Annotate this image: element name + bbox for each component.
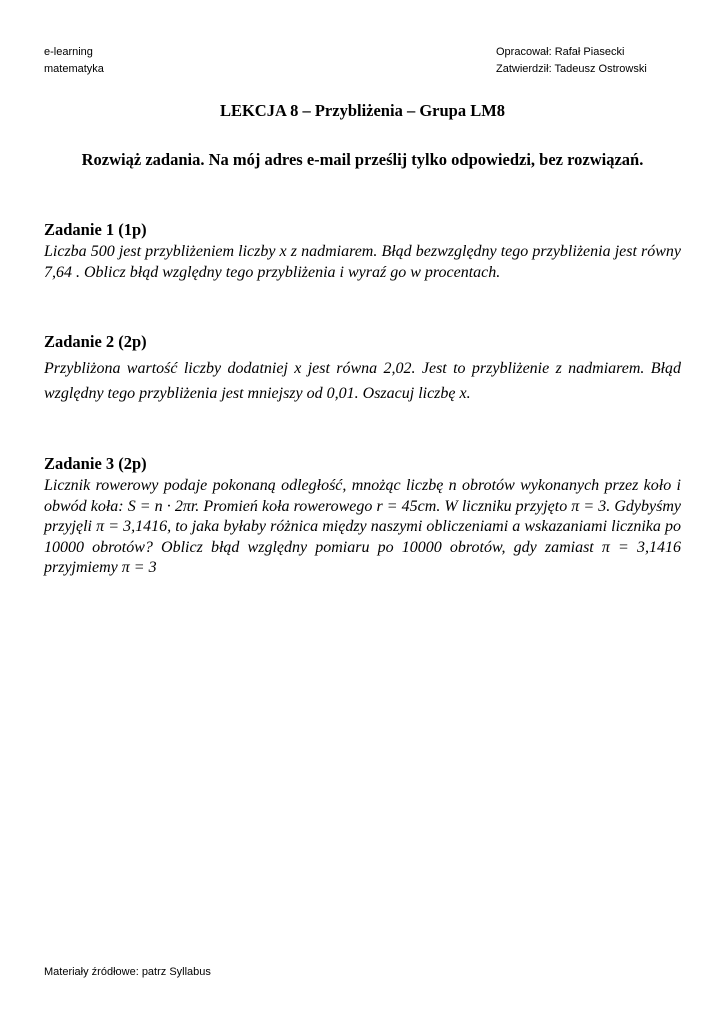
task-2 bbox=[44, 332, 681, 406]
footer-source-note: Materiały źródłowe: patrz Syllabus bbox=[44, 966, 211, 978]
approver-label: Zatwierdził: Tadeusz Ostrowski bbox=[496, 63, 647, 75]
subject-label: matematyka bbox=[44, 63, 104, 75]
course-type-label: e-learning bbox=[44, 46, 93, 58]
page-title: LEKCJA 8 – Przybliżenia – Grupa LM8 bbox=[219, 101, 506, 120]
task-1-text: Liczba 500 jest przybliżeniem liczby x z nadmiarem. Błąd bezwzględny tego przybliżenia jest równy 7,64 . Oblicz błąd względny tego przybliżenia i wyraź go w procentach. bbox=[44, 243, 681, 281]
task-2-heading: Zadanie 2 (2p) bbox=[44, 332, 147, 351]
header-right bbox=[496, 44, 647, 78]
task-3-text: Licznik rowerowy podaje pokonaną odległość, mnożąc liczbę n obrotów wykonanych przez koło i obwód koła: S = n · 2πr. Promień koła rowerowego r = 45cm. W liczniku przyjęto π = 3. Gdybyśmy przyjęli π = 3,1416, to jaka byłaby różnica między naszymi obliczeniami a wskazaniami licznika po 10000 obrotów? Oblicz błąd względny pomiaru po 10000 obrotów, gdy zamiast π = 3,1416 przyjmiemy π = 3 bbox=[44, 477, 681, 577]
task-3 bbox=[44, 454, 681, 579]
author-label: Opracował: Rafał Piasecki bbox=[496, 46, 625, 58]
task-1 bbox=[44, 220, 681, 283]
task-2-text: Przybliżona wartość liczby dodatniej x jest równa 2,02. Jest to przybliżenie z nadmiarem. Błąd względny tego przybliżenia jest mniejszy od 0,01. Oszacuj liczbę x. bbox=[44, 360, 681, 402]
task-1-heading: Zadanie 1 (1p) bbox=[44, 220, 147, 239]
instruction-text: Rozwiąż zadania. Na mój adres e-mail prześlij tylko odpowiedzi, bez rozwiązań. bbox=[81, 150, 644, 169]
header-left bbox=[44, 44, 104, 78]
task-3-heading: Zadanie 3 (2p) bbox=[44, 454, 147, 473]
